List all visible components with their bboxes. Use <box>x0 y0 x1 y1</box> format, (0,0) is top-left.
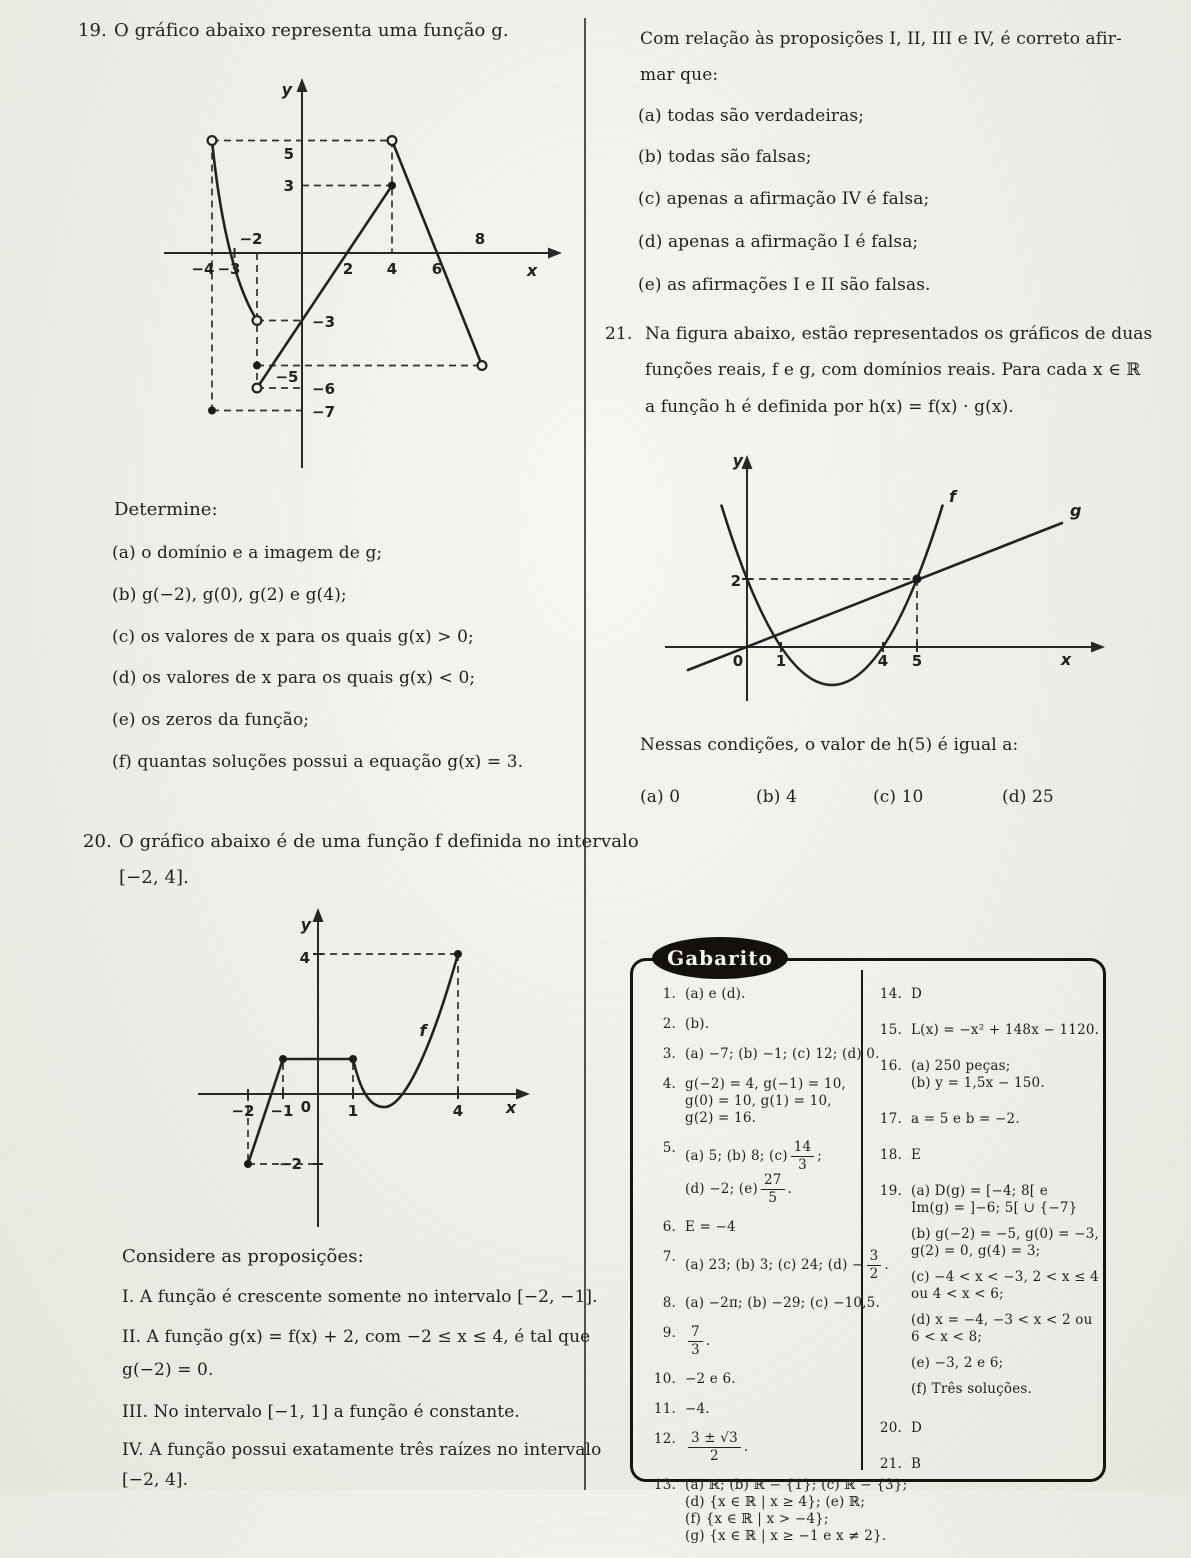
problem-19-number: 19. <box>78 20 107 41</box>
p21-option-d: (d) 25 <box>1002 787 1054 807</box>
item-text: (a) −2π; (b) −29; (c) −10,5. <box>685 1295 880 1311</box>
g19-xtick--4: −4 <box>191 260 215 278</box>
item-text: −2 e 6. <box>685 1371 736 1387</box>
proposition-4-line1: IV. A função possui exatamente três raízes no intervalo <box>122 1440 602 1460</box>
gab-item-8 <box>648 1295 880 1312</box>
g19-xtick-6: 6 <box>431 260 443 278</box>
g20-xtick-4: 4 <box>452 1102 464 1120</box>
g20-ytick--2: −2 <box>278 1155 302 1173</box>
item-text: −4. <box>685 1401 710 1417</box>
item-text: D <box>911 986 923 1002</box>
item-text: D <box>911 1420 923 1436</box>
p19-item-f: (f) quantas soluções possui a equação g(x) = 3. <box>112 752 524 772</box>
item-text: (a) 250 peças; <box>911 1058 1011 1074</box>
gab-item-7 <box>648 1248 889 1282</box>
gab-item-5 <box>648 1140 854 1206</box>
g19-ytick--6: −6 <box>312 380 336 398</box>
g20-x-axis-label: x <box>505 1098 517 1117</box>
answer-group-c: (c) −4 < x < −3, 2 < x ≤ 4 ou 4 < x < 6; <box>911 1269 1099 1302</box>
p21-option-a: (a) 0 <box>640 787 681 807</box>
item-number: 9. <box>662 1325 676 1341</box>
answer-group-d: (d) x = −4, −3 < x < 2 ou 6 < x < 8; <box>911 1312 1093 1345</box>
gab-item-16 <box>874 1058 1100 1092</box>
x-axis-arrow <box>516 1089 530 1100</box>
g20-ytick-4: 4 <box>299 949 310 967</box>
p19-item-a: (a) o domínio e a imagem de g; <box>112 543 383 563</box>
problem-19-statement: O gráfico abaixo representa uma função g. <box>114 20 509 41</box>
g19-xtick-4: 4 <box>386 260 398 278</box>
item-number: 4. <box>662 1076 676 1092</box>
x-axis-arrow <box>548 248 562 259</box>
item-text: E <box>911 1147 922 1163</box>
g19-ytick--7: −7 <box>312 403 336 421</box>
g20-y-axis-label: y <box>300 915 311 934</box>
item-text: g(2) = 16. <box>685 1110 757 1126</box>
gab-item-9 <box>648 1325 854 1358</box>
item-text: $\frac{3 \pm √3}{2}$ . <box>685 1431 748 1464</box>
gab-item-14 <box>874 986 1100 1003</box>
proposition-2-line1: II. A função g(x) = f(x) + 2, com −2 ≤ x ≤ 4, é tal que <box>122 1327 591 1347</box>
item-text: (d) {x ∈ ℝ | x ≥ 4}; (e) ℝ; <box>685 1494 866 1510</box>
x-axis-arrow <box>1091 642 1105 653</box>
gab-item-10 <box>648 1371 854 1388</box>
g21-xtick-5: 5 <box>911 652 923 670</box>
item-number: 10. <box>653 1371 676 1387</box>
problem-21-statement-line2: funções reais, f e g, com domínios reais. Para cada x ∈ ℝ <box>645 360 1141 380</box>
fraction: $\frac{3 \pm √3}{2}$ <box>688 1431 741 1464</box>
g19-ytick-5: 5 <box>283 145 294 163</box>
gab-item-12 <box>648 1431 854 1464</box>
problem-21-statement-line1: Na figura abaixo, estão representados os gráficos de duas <box>645 324 1153 344</box>
item-number: 14. <box>879 986 902 1002</box>
intersection-point-5-2 <box>913 575 922 584</box>
item-number: 11. <box>653 1401 676 1417</box>
item-number: 18. <box>879 1147 902 1163</box>
p20-option-b: (b) todas são falsas; <box>638 147 812 167</box>
g19-xtick--3: −3 <box>217 260 241 278</box>
item-text: (f) {x ∈ ℝ | x > −4}; <box>685 1511 829 1527</box>
p21-option-b: (b) 4 <box>756 787 797 807</box>
item-number: 8. <box>662 1295 676 1311</box>
p21-question: Nessas condições, o valor de h(5) é igual a: <box>640 735 1019 755</box>
g19-ytick--5: −5 <box>275 368 299 386</box>
problem-21-statement-line3: a função h é definida por h(x) = f(x) · g(x). <box>645 397 1014 417</box>
gabarito-column-rule <box>861 970 863 1470</box>
problem-20-number: 20. <box>83 831 112 852</box>
p19-item-c: (c) os valores de x para os quais g(x) > 0; <box>112 627 474 647</box>
g20-xtick--1: −1 <box>270 1102 294 1120</box>
item-text: L(x) = −x² + 148x − 1120. <box>911 1022 1100 1038</box>
gabarito-title-badge <box>652 937 788 979</box>
g21-curve-label-g: g <box>1070 501 1082 520</box>
item-text: (d) −2; (e) $\frac{27}{5}$ . <box>685 1172 793 1206</box>
gabarito-right-column <box>874 986 1100 1492</box>
g21-ytick-2: 2 <box>730 572 741 590</box>
graph-19-function-g <box>122 64 574 478</box>
item-number: 6. <box>662 1219 676 1235</box>
problem-20-statement-line1: O gráfico abaixo é de uma função f definida no intervalo <box>119 831 639 852</box>
graph-21-functions-f-and-g <box>650 443 1120 721</box>
proposition-1: I. A função é crescente somente no intervalo [−2, −1]. <box>122 1287 598 1307</box>
fraction: $\frac{7}{3}$ <box>688 1325 703 1358</box>
gab-item-1 <box>648 986 854 1003</box>
gab-item-4 <box>648 1076 854 1127</box>
proposition-4-line2: [−2, 4]. <box>122 1470 189 1490</box>
gab-item-2 <box>648 1016 854 1033</box>
gab-item-13 <box>648 1477 908 1545</box>
item-text: (a) 5; (b) 8; (c) $\frac{14}{3}$ ; <box>685 1139 823 1173</box>
graph-21-curves <box>688 506 1062 685</box>
p20-question-line2: mar que: <box>640 65 719 85</box>
item-text: a = 5 e b = −2. <box>911 1111 1020 1127</box>
p19-item-e: (e) os zeros da função; <box>112 710 310 730</box>
proposition-2-line2: g(−2) = 0. <box>122 1360 214 1380</box>
proposition-3: III. No intervalo [−1, 1] a função é constante. <box>122 1402 520 1422</box>
fraction: $\frac{14}{3}$ <box>791 1140 815 1173</box>
item-number: 3. <box>662 1046 676 1062</box>
item-text: B <box>911 1456 922 1472</box>
item-text: E = −4 <box>685 1219 736 1235</box>
g19-xtick-8: 8 <box>474 230 486 248</box>
gab-item-6 <box>648 1219 854 1236</box>
item-text: (a) −7; (b) −1; (c) 12; (d) 0. <box>685 1046 880 1062</box>
graph-20-function-f <box>180 895 580 1233</box>
item-text: (a) e (d). <box>685 986 746 1002</box>
gab-item-20 <box>874 1420 1100 1437</box>
item-text: g(0) = 10, g(1) = 10, <box>685 1093 832 1109</box>
problem-20-statement-line2: [−2, 4]. <box>119 867 189 888</box>
item-number: 1. <box>662 986 676 1002</box>
column-divider-rule <box>584 18 586 1490</box>
gab-item-17 <box>874 1111 1100 1128</box>
item-number: 12. <box>653 1431 676 1447</box>
item-text: $\frac{7}{3}$ . <box>685 1325 710 1358</box>
item-number: 17. <box>879 1111 902 1127</box>
y-axis-arrow <box>742 455 753 469</box>
item-number: 5. <box>662 1140 676 1156</box>
fraction: $\frac{3}{2}$ <box>867 1249 882 1282</box>
item-number: 21. <box>879 1456 902 1472</box>
item-number: 7. <box>662 1249 676 1265</box>
item-number: 15. <box>879 1022 902 1038</box>
consider-label: Considere as proposições: <box>122 1246 364 1267</box>
p21-option-c: (c) 10 <box>873 787 924 807</box>
item-number: 13. <box>653 1477 676 1493</box>
p20-option-e: (e) as afirmações I e II são falsas. <box>638 275 931 295</box>
g19-xtick--2: −2 <box>239 230 263 248</box>
g21-xtick-4: 4 <box>877 652 889 670</box>
parabola-f <box>722 506 943 685</box>
item-number: 2. <box>662 1016 676 1032</box>
gabarito-title: Gabarito <box>667 946 773 970</box>
graph-20-points <box>244 950 462 1168</box>
g20-xtick-0: 0 <box>300 1098 311 1116</box>
p20-option-d: (d) apenas a afirmação I é falsa; <box>638 232 919 252</box>
g21-xtick-1: 1 <box>775 652 787 670</box>
item-text: (b) y = 1,5x − 150. <box>911 1075 1045 1091</box>
answer-group-a: (a) D(g) = [−4; 8[ e Im(g) = ]−6; 5[ ∪ {−7} <box>911 1183 1078 1216</box>
g19-xtick-2: 2 <box>342 260 354 278</box>
gab-item-18 <box>874 1147 1100 1164</box>
g21-y-axis-label: y <box>732 451 743 470</box>
gab-item-3 <box>648 1046 880 1063</box>
gab-item-19 <box>874 1183 1100 1407</box>
gab-item-15 <box>874 1022 1100 1039</box>
item-text: g(−2) = 4, g(−1) = 10, <box>685 1076 846 1092</box>
item-number: 20. <box>879 1420 902 1436</box>
g19-x-axis-label: x <box>526 261 538 280</box>
p20-option-c: (c) apenas a afirmação IV é falsa; <box>638 189 930 209</box>
gab-item-11 <box>648 1401 854 1418</box>
g21-xtick-0: 0 <box>732 652 744 670</box>
determine-label: Determine: <box>114 499 218 520</box>
g20-xtick--2: −2 <box>231 1102 255 1120</box>
p19-item-d: (d) os valores de x para os quais g(x) < 0; <box>112 668 476 688</box>
g21-curve-label-f: f <box>949 487 956 506</box>
p19-item-b: (b) g(−2), g(0), g(2) e g(4); <box>112 585 347 605</box>
item-text: (g) {x ∈ ℝ | x ≥ −1 e x ≠ 2}. <box>685 1528 887 1544</box>
y-axis-arrow <box>313 908 324 922</box>
item-text: (b). <box>685 1016 710 1032</box>
g19-ytick--3: −3 <box>312 313 336 331</box>
answer-group-b: (b) g(−2) = −5, g(0) = −3, g(2) = 0, g(4) = 3; <box>911 1226 1099 1259</box>
item-number: 19. <box>879 1183 902 1199</box>
p20-question-line1: Com relação às proposições I, II, III e IV, é correto afir- <box>640 29 1122 49</box>
problem-21-number: 21. <box>605 324 633 344</box>
gab-item-21 <box>874 1456 1100 1473</box>
g21-x-axis-label: x <box>1060 650 1072 669</box>
y-axis-arrow <box>297 78 308 92</box>
answer-group-e: (e) −3, 2 e 6; <box>911 1355 1004 1371</box>
item-text: (a) 23; (b) 3; (c) 24; (d) − $\frac{3}{2}$ . <box>685 1248 889 1282</box>
graph-20-axes <box>198 908 530 1227</box>
g20-xtick-1: 1 <box>347 1102 359 1120</box>
g19-ytick-3: 3 <box>283 177 294 195</box>
answer-group-f: (f) Três soluções. <box>911 1381 1033 1397</box>
g19-y-axis-label: y <box>281 80 292 99</box>
fraction: $\frac{27}{5}$ <box>761 1173 785 1206</box>
item-number: 16. <box>879 1058 902 1074</box>
g20-curve-label-f: f <box>419 1021 427 1040</box>
p20-option-a: (a) todas são verdadeiras; <box>638 106 865 126</box>
item-text: (a) ℝ; (b) ℝ − {1}; (c) ℝ − {3}; <box>685 1477 908 1493</box>
